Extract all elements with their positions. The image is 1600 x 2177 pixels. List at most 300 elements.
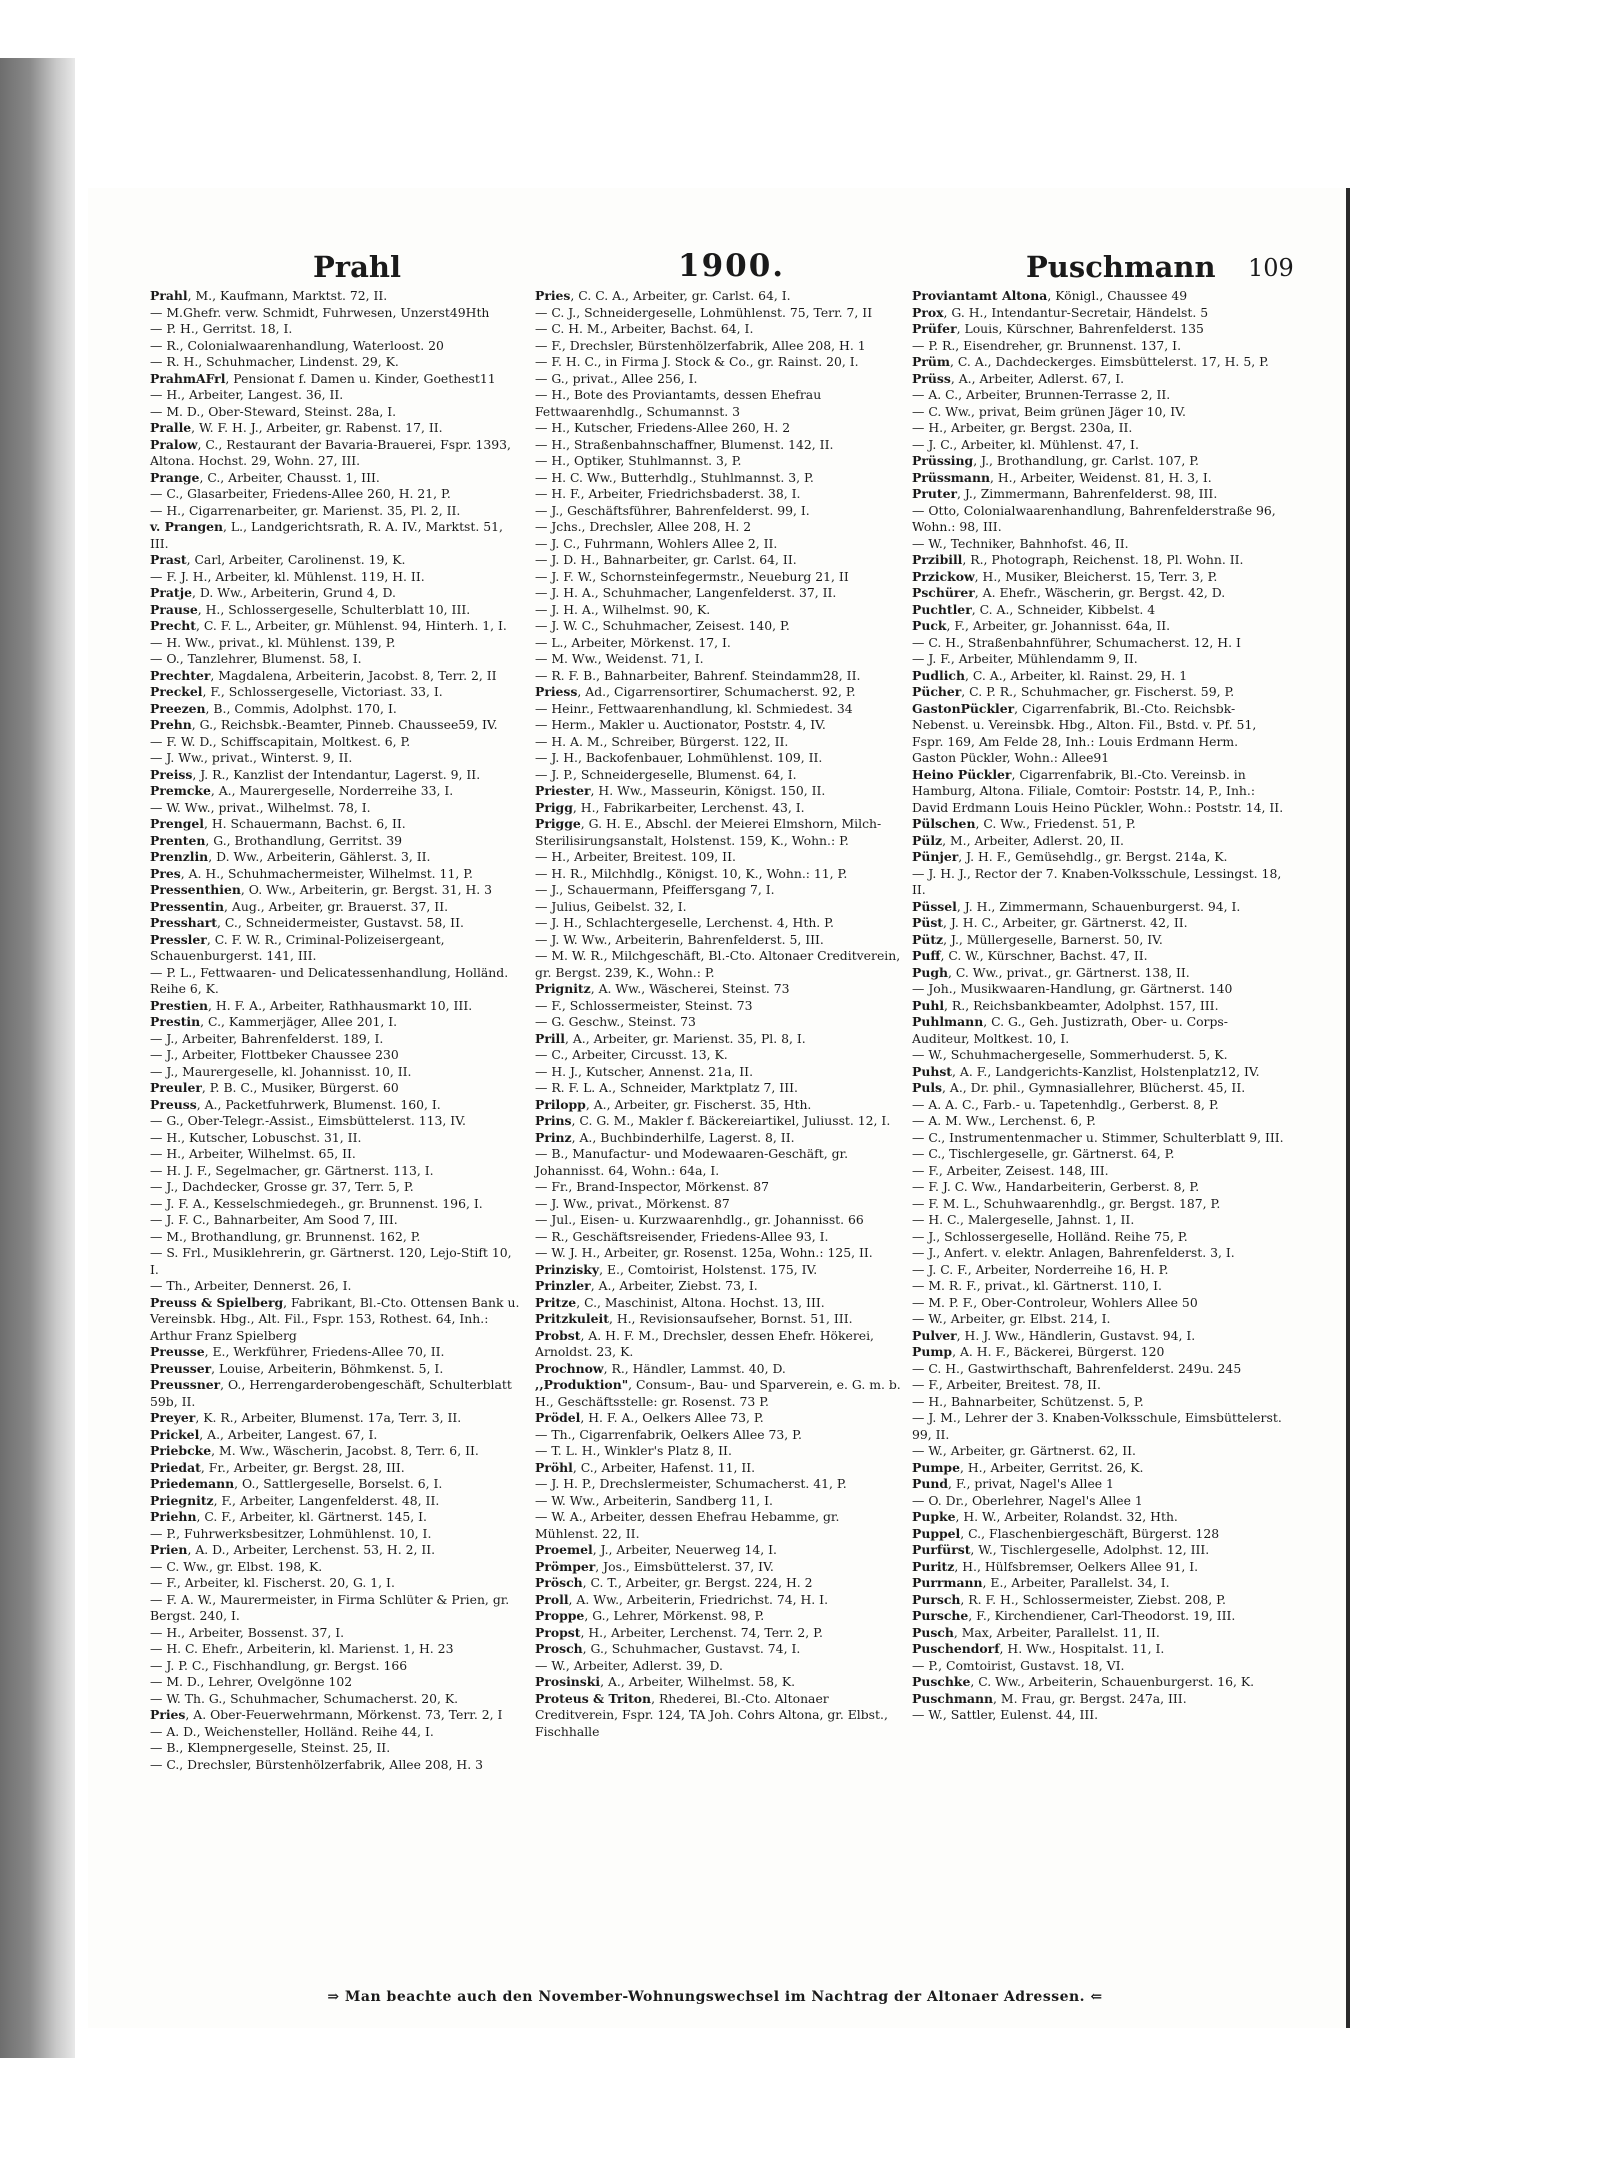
- entry-details: — B., Manufactur- und Modewaaren-Geschäft, gr. Johannisst. 64, Wohn.: 64a, I.: [535, 1146, 852, 1178]
- directory-entry: [912, 635, 1284, 652]
- directory-entry: [150, 1179, 520, 1196]
- directory-entry: [912, 1229, 1284, 1246]
- directory-entry: [912, 833, 1284, 850]
- entry-details: , C., Arbeiter, Hafenst. 11, II.: [572, 1459, 756, 1475]
- directory-entry: [150, 965, 520, 998]
- directory-entry: [535, 701, 905, 718]
- entry-details: , H., Arbeiter, Weidenst. 81, H. 3, I.: [989, 469, 1212, 485]
- directory-entry: [535, 1691, 905, 1741]
- directory-entry: [535, 1658, 905, 1675]
- entry-details: , H., Arbeiter, Lerchenst. 74, Terr. 2, P.: [580, 1624, 823, 1640]
- directory-entry: [535, 882, 905, 899]
- entry-details: — W., Arbeiter, Adlerst. 39, D.: [535, 1657, 723, 1673]
- entry-details: — Jchs., Drechsler, Allee 208, H. 2: [535, 519, 752, 534]
- entry-surname: GastonPückler: [912, 700, 1015, 716]
- entry-surname: Prast: [150, 552, 187, 567]
- entry-surname: Pütz: [912, 931, 944, 947]
- entry-details: — A. D., Weichensteller, Holländ. Reihe 44, I.: [150, 1723, 434, 1739]
- directory-entry: [150, 915, 520, 932]
- entry-details: — C., Glasarbeiter, Friedens-Allee 260, H. 21, P.: [150, 486, 451, 501]
- directory-entry: [150, 1047, 520, 1064]
- entry-surname: PrahmAFrl: [150, 370, 226, 386]
- directory-entry: [150, 899, 520, 916]
- entry-details: , A., Buchbinderhilfe, Lagerst. 8, II.: [571, 1129, 795, 1145]
- entry-surname: Prigge: [535, 816, 581, 831]
- entry-details: , A., Arbeiter, Langest. 67, I.: [199, 1426, 378, 1442]
- directory-entry: [150, 1641, 520, 1658]
- entry-details: , G., Lehrer, Mörkenst. 98, P.: [584, 1608, 765, 1623]
- entry-details: — Jul., Eisen- u. Kurzwaarenhdlg., gr. Johannisst. 66: [535, 1212, 864, 1227]
- directory-entry: [535, 569, 905, 586]
- directory-entry: [535, 371, 905, 388]
- entry-details: — C. Ww., privat, Beim grünen Jäger 10, IV.: [912, 403, 1186, 419]
- entry-details: — F. J. C. Ww., Handarbeiterin, Gerberst. 8, P.: [912, 1179, 1200, 1194]
- directory-entry: [535, 998, 905, 1015]
- entry-details: , Fabrikant, Bl.-Cto. Ottensen Bank u. Vereinsbk. Hbg., Alt. Fil., Fspr. 153, Rothest. 64, Inh.: Arthur Franz Spielberg: [150, 1294, 524, 1343]
- entry-details: , C. F. W. R., Criminal-Polizeisergeant, Schauenburgerst. 141, III.: [150, 931, 449, 963]
- entry-surname: Prange: [150, 469, 200, 485]
- directory-entry: [912, 981, 1284, 998]
- entry-surname: ,,Produktion": [535, 1377, 629, 1392]
- entry-details: , Louise, Arbeiterin, Böhmkenst. 5, I.: [211, 1360, 444, 1376]
- directory-entry: [535, 387, 905, 420]
- entry-surname: Pünjer: [912, 849, 959, 864]
- directory-entry: [912, 404, 1284, 421]
- directory-entry: [535, 948, 905, 981]
- entry-details: — J. P., Schneidergeselle, Blumenst. 64, I.: [535, 766, 797, 782]
- entry-details: , H., Arbeiter, Gerritst. 26, K.: [959, 1459, 1144, 1475]
- entry-details: , D. Ww., Arbeiterin, Grund 4, D.: [191, 585, 396, 600]
- directory-entry: [912, 1608, 1284, 1625]
- directory-entry: [912, 849, 1284, 866]
- directory-entry: [535, 1674, 905, 1691]
- entry-surname: Prechter: [150, 667, 211, 683]
- entry-details: — J. H., Backofenbauer, Lohmühlenst. 109, II.: [535, 750, 823, 765]
- directory-entry: [912, 1625, 1284, 1642]
- entry-details: — Heinr., Fettwaarenhandlung, kl. Schmiedest. 34: [535, 700, 853, 716]
- entry-details: , Cigarrenfabrik, Bl.-Cto. Vereinsb. in Hamburg, Altona. Filiale, Comtoir: Poststr. 14, P., Inh.: David Erdmann Louis Heino Pückler, Wohn.: Poststr. 14, II.: [912, 766, 1284, 815]
- directory-entry: [535, 1278, 905, 1295]
- directory-entry: [535, 1196, 905, 1213]
- directory-column-2: [535, 288, 905, 1740]
- directory-entry: [535, 338, 905, 355]
- directory-entry: [150, 1575, 520, 1592]
- entry-details: — J. H. A., Wilhelmst. 90, K.: [535, 601, 711, 617]
- directory-entry: [535, 1047, 905, 1064]
- entry-details: , A. Ww., Arbeiterin, Friedrichst. 74, H. I.: [568, 1591, 829, 1607]
- entry-details: , R., Photograph, Reichenst. 18, Pl. Wohn. II.: [962, 552, 1244, 567]
- directory-entry: [150, 1707, 520, 1724]
- directory-entry: [150, 1245, 520, 1278]
- directory-entry: [912, 486, 1284, 503]
- entry-details: — H. C. Ehefr., Arbeiterin, kl. Marienst. 1, H. 23: [150, 1641, 454, 1656]
- directory-entry: [150, 288, 520, 305]
- entry-details: — J. H. P., Drechslermeister, Schumacherst. 41, P.: [535, 1476, 847, 1491]
- entry-details: — R. F. B., Bahnarbeiter, Bahrenf. Steindamm28, II.: [535, 667, 861, 683]
- directory-entry: [912, 1674, 1284, 1691]
- directory-entry: [535, 767, 905, 784]
- directory-entry: [150, 882, 520, 899]
- entry-details: , J., Brothandlung, gr. Carlst. 107, P.: [973, 453, 1199, 468]
- entry-details: — J. C. F., Arbeiter, Norderreihe 16, H. P.: [912, 1261, 1169, 1277]
- directory-entry: [535, 1625, 905, 1642]
- entry-details: , Ad., Cigarrensortirer, Schumacherst. 92, P.: [577, 684, 856, 699]
- entry-details: — H., Arbeiter, gr. Bergst. 230a, II.: [912, 420, 1133, 435]
- entry-details: , A. Ober-Feuerwehrmann, Mörkenst. 73, Terr. 2, I: [185, 1707, 503, 1722]
- directory-entry: [150, 470, 520, 487]
- entry-details: — S. Frl., Musiklehrerin, gr. Gärtnerst. 120, Lejo-Stift 10, I.: [150, 1245, 516, 1277]
- directory-entry: [150, 486, 520, 503]
- entry-details: — Th., Cigarrenfabrik, Oelkers Allee 73, P.: [535, 1426, 802, 1442]
- entry-details: , Fr., Arbeiter, gr. Bergst. 28, III.: [200, 1459, 405, 1475]
- directory-entry: [912, 1212, 1284, 1229]
- entry-surname: Pülz: [912, 832, 943, 848]
- directory-entry: [150, 651, 520, 668]
- entry-details: — W., Arbeiter, gr. Elbst. 214, I.: [912, 1311, 1111, 1326]
- entry-surname: Preckel: [150, 684, 203, 699]
- entry-surname: Preusse: [150, 1344, 205, 1359]
- directory-entry: [912, 1295, 1284, 1312]
- entry-surname: Prödel: [535, 1410, 581, 1425]
- entry-surname: Proll: [535, 1591, 569, 1607]
- entry-details: — Otto, Colonialwaarenhandlung, Bahrenfelderstraße 96, Wohn.: 98, III.: [912, 502, 1280, 534]
- entry-details: — W. Ww., Arbeiterin, Sandberg 11, I.: [535, 1492, 773, 1508]
- directory-entry: [912, 321, 1284, 338]
- directory-entry: [912, 915, 1284, 932]
- entry-surname: Preuss: [150, 1096, 197, 1112]
- entry-details: — J. F. C., Bahnarbeiter, Am Sood 7, III.: [150, 1212, 398, 1227]
- entry-surname: Prömper: [535, 1558, 596, 1574]
- directory-entry: [535, 635, 905, 652]
- entry-details: , C. Ww., Arbeiterin, Schauenburgerst. 16, K.: [970, 1674, 1255, 1689]
- entry-surname: Pres: [150, 865, 181, 881]
- entry-details: — M. P. F., Ober-Controleur, Wohlers Allee 50: [912, 1294, 1198, 1310]
- entry-surname: Priester: [535, 783, 591, 798]
- entry-details: , C. Ww., Friedenst. 51, P.: [975, 816, 1136, 831]
- directory-entry: [535, 1542, 905, 1559]
- directory-entry: [150, 1080, 520, 1097]
- entry-details: , Louis, Kürschner, Bahrenfelderst. 135: [956, 321, 1204, 336]
- entry-details: — H. A. M., Schreiber, Bürgerst. 122, II.: [535, 733, 789, 749]
- directory-entry: [150, 1097, 520, 1114]
- directory-entry: [535, 486, 905, 503]
- directory-entry: [912, 998, 1284, 1015]
- entry-surname: Puschke: [912, 1674, 971, 1689]
- entry-surname: Preussner: [150, 1377, 221, 1392]
- entry-surname: Pump: [912, 1344, 953, 1359]
- entry-details: , Max, Arbeiter, Parallelst. 11, II.: [953, 1624, 1160, 1640]
- directory-entry: [912, 552, 1284, 569]
- entry-details: — J. D. H., Bahnarbeiter, gr. Carlst. 64, II.: [535, 552, 797, 567]
- directory-entry: [150, 668, 520, 685]
- directory-entry: [535, 1262, 905, 1279]
- entry-details: , M., Arbeiter, Adlerst. 20, II.: [942, 832, 1124, 848]
- directory-entry: [150, 1674, 520, 1691]
- entry-details: , M., Kaufmann, Marktst. 72, II.: [187, 288, 388, 303]
- entry-surname: Prinzisky: [535, 1261, 600, 1277]
- entry-surname: Pressler: [150, 931, 207, 947]
- directory-entry: [535, 1130, 905, 1147]
- directory-entry: [535, 503, 905, 520]
- directory-entry: [535, 1476, 905, 1493]
- directory-entry: [150, 1493, 520, 1510]
- entry-surname: Pritze: [535, 1294, 577, 1310]
- directory-entry: [150, 1592, 520, 1625]
- directory-entry: [150, 866, 520, 883]
- footer-notice: ⇒ Man beachte auch den November-Wohnungswechsel im Nachtrag der Altonaer Adressen. ⇐: [327, 1989, 1103, 2005]
- entry-details: — C. Ww., gr. Elbst. 198, K.: [150, 1558, 323, 1574]
- entry-surname: Heino Pückler: [912, 766, 1012, 782]
- directory-entry: [535, 602, 905, 619]
- entry-surname: Proviantamt Altona: [912, 288, 1048, 303]
- directory-entry: [912, 1394, 1284, 1411]
- entry-details: , C. G. M., Makler f. Bäckereiartikel, Juliusst. 12, I.: [571, 1113, 891, 1128]
- entry-surname: Pusch: [912, 1624, 954, 1640]
- directory-entry: [150, 1691, 520, 1708]
- directory-entry: [912, 1493, 1284, 1510]
- entry-surname: Prüm: [912, 354, 950, 369]
- directory-entry: [535, 536, 905, 553]
- entry-surname: v. Prangen: [150, 519, 224, 534]
- entry-details: — O., Tanzlehrer, Blumenst. 58, I.: [150, 651, 362, 666]
- directory-entry: [912, 1526, 1284, 1543]
- entry-details: — H. J., Kutscher, Annenst. 21a, II.: [535, 1063, 754, 1079]
- directory-entry: [150, 437, 520, 470]
- directory-entry: [912, 1196, 1284, 1213]
- entry-surname: Prenten: [150, 832, 206, 848]
- entry-details: , C., Kammerjäger, Allee 201, I.: [200, 1014, 398, 1029]
- entry-details: , H. W., Arbeiter, Rolandst. 32, Hth.: [955, 1509, 1178, 1524]
- directory-entry: [912, 371, 1284, 388]
- entry-details: — P. H., Gerritst. 18, I.: [150, 321, 293, 336]
- directory-entry: [150, 552, 520, 569]
- entry-surname: Preyer: [150, 1410, 196, 1425]
- entry-surname: Pudlich: [912, 667, 965, 683]
- entry-details: — J., Dachdecker, Grosse gr. 37, Terr. 5, P.: [150, 1179, 414, 1194]
- page-number: 109: [1248, 254, 1294, 282]
- entry-details: — H., Arbeiter, Breitest. 109, II.: [535, 849, 736, 864]
- entry-details: , A., Arbeiter, gr. Marienst. 35, Pl. 8, I.: [564, 1030, 806, 1046]
- entry-surname: Puppel: [912, 1525, 961, 1541]
- entry-details: , H. Ww., Masseurin, Königst. 150, II.: [590, 783, 826, 798]
- entry-details: — J. M., Lehrer der 3. Knaben-Volksschule, Eimsbüttelerst. 99, II.: [912, 1410, 1286, 1442]
- entry-details: , D. Ww., Arbeiterin, Gählerst. 3, II.: [208, 849, 431, 864]
- directory-entry: [150, 684, 520, 701]
- entry-surname: Preusser: [150, 1360, 212, 1376]
- entry-details: — J., Arbeiter, Bahrenfelderst. 189, I.: [150, 1030, 384, 1046]
- entry-surname: Prosinski: [535, 1674, 601, 1689]
- entry-details: — G., Ober-Telegr.-Assist., Eimsbüttelerst. 113, IV.: [150, 1113, 466, 1128]
- directory-entry: [535, 305, 905, 322]
- entry-details: — H., Optiker, Stuhlmannst. 3, P.: [535, 453, 742, 468]
- entry-details: , C. Ww., privat., gr. Gärtnerst. 138, II.: [948, 964, 1190, 980]
- entry-details: , Cigarrenfabrik, Bl.-Cto. Reichsbk-Nebenst. u. Vereinsbk. Hbg., Alton. Fil., Bstd. v. Pf. 51, Fspr. 169, Am Felde 28, Inh.: Louis Erdmann Herm. Gaston Pückler, Wohn.: Allee91: [912, 700, 1261, 765]
- directory-entry: [912, 1509, 1284, 1526]
- directory-entry: [912, 1592, 1284, 1609]
- entry-surname: Prins: [535, 1113, 572, 1128]
- directory-entry: [912, 1542, 1284, 1559]
- entry-surname: Prüssing: [912, 453, 974, 468]
- entry-surname: Prignitz: [535, 981, 591, 996]
- entry-surname: Pücher: [912, 684, 962, 699]
- entry-surname: Puhlmann: [912, 1014, 984, 1029]
- entry-details: — C., Arbeiter, Circusst. 13, K.: [535, 1047, 728, 1062]
- entry-details: , H., Schlossergeselle, Schulterblatt 10, III.: [197, 601, 471, 617]
- entry-surname: Pruter: [912, 486, 957, 501]
- directory-entry: [912, 965, 1284, 982]
- directory-entry: [150, 734, 520, 751]
- entry-surname: Prösch: [535, 1575, 583, 1590]
- directory-entry: [150, 849, 520, 866]
- directory-entry: [535, 288, 905, 305]
- entry-surname: Preezen: [150, 700, 206, 716]
- entry-details: — G. Geschw., Steinst. 73: [535, 1014, 696, 1029]
- entry-details: — R. F. L. A., Schneider, Marktplatz 7, III.: [535, 1080, 798, 1095]
- directory-entry: [150, 1278, 520, 1295]
- entry-details: — C., Instrumentenmacher u. Stimmer, Schulterblatt 9, III.: [912, 1129, 1284, 1145]
- directory-entry: [912, 1064, 1284, 1081]
- directory-entry: [150, 569, 520, 586]
- entry-details: , Carl, Arbeiter, Carolinenst. 19, K.: [186, 552, 406, 567]
- entry-surname: Prahl: [150, 288, 188, 303]
- entry-details: , R. F. H., Schlossermeister, Ziebst. 208, P.: [960, 1591, 1226, 1607]
- entry-details: , A., Arbeiter, Adlerst. 67, I.: [950, 370, 1125, 386]
- directory-entry: [150, 503, 520, 520]
- entry-surname: Proteus & Triton: [535, 1690, 652, 1706]
- entry-surname: Pumpe: [912, 1459, 960, 1475]
- directory-entry: [912, 1278, 1284, 1295]
- entry-details: , J. H., Zimmermann, Schauenburgerst. 94, I.: [956, 898, 1241, 914]
- directory-entry: [912, 1179, 1284, 1196]
- directory-entry: [912, 1311, 1284, 1328]
- entry-surname: Pund: [912, 1476, 948, 1491]
- entry-details: — P., Fuhrwerksbesitzer, Lohmühlenst. 10, I.: [150, 1525, 432, 1541]
- entry-surname: Propst: [535, 1624, 581, 1640]
- directory-entry: [150, 1526, 520, 1543]
- entry-details: — R., Geschäftsreisender, Friedens-Allee 93, I.: [535, 1228, 829, 1244]
- directory-entry: [150, 1542, 520, 1559]
- entry-details: — F., Arbeiter, kl. Fischerst. 20, G. 1, I.: [150, 1575, 395, 1590]
- directory-entry: [150, 1509, 520, 1526]
- entry-details: — W., Arbeiter, gr. Gärtnerst. 62, II.: [912, 1443, 1136, 1458]
- entry-details: , C. T., Arbeiter, gr. Bergst. 224, H. 2: [582, 1575, 813, 1590]
- entry-details: — C. H., Straßenbahnführer, Schumacherst. 12, H. I: [912, 634, 1241, 650]
- page-edge: [1346, 188, 1350, 2028]
- directory-entry: [535, 321, 905, 338]
- entry-details: , Rhederei, Bl.-Cto. Altonaer Creditverein, Fspr. 124, TA Joh. Cohrs Altona, gr. Elbst., Fischhalle: [535, 1690, 892, 1739]
- directory-entry: [535, 420, 905, 437]
- entry-details: — H., Arbeiter, Wilhelmst. 65, II.: [150, 1146, 356, 1161]
- entry-details: , A. Ww., Wäscherei, Steinst. 73: [590, 981, 790, 996]
- directory-entry: [150, 932, 520, 965]
- entry-details: , A. H., Schuhmachermeister, Wilhelmst. 11, P.: [180, 865, 473, 881]
- entry-surname: Pschürer: [912, 585, 975, 600]
- entry-details: — F. A. W., Maurermeister, in Firma Schlüter & Prien, gr. Bergst. 240, I.: [150, 1591, 514, 1623]
- directory-entry: [912, 1080, 1284, 1097]
- entry-details: , M. Ww., Wäscherin, Jacobst. 8, Terr. 6, II.: [211, 1443, 479, 1458]
- entry-details: — Joh., Musikwaaren-Handlung, gr. Gärtnerst. 140: [912, 981, 1233, 996]
- header-right-catchword: Puschmann: [1026, 250, 1216, 284]
- directory-entry: [150, 1625, 520, 1642]
- directory-entry: [150, 585, 520, 602]
- entry-surname: Pulver: [912, 1327, 957, 1343]
- entry-details: , B., Commis, Adolphst. 170, I.: [205, 700, 397, 716]
- directory-entry: [150, 338, 520, 355]
- entry-details: , J., Zimmermann, Bahrenfelderst. 98, III.: [957, 486, 1218, 501]
- entry-details: — J., Arbeiter, Flottbeker Chaussee 230: [150, 1047, 399, 1062]
- directory-entry: [535, 981, 905, 998]
- entry-details: — T. L. H., Winkler's Platz 8, II.: [535, 1443, 732, 1458]
- directory-entry: [150, 602, 520, 619]
- entry-details: , A., Arbeiter, Wilhelmst. 58, K.: [600, 1674, 796, 1689]
- entry-surname: Pratje: [150, 585, 192, 600]
- entry-surname: Prehn: [150, 717, 192, 732]
- entry-details: , H. F. A., Oelkers Allee 73, P.: [580, 1410, 764, 1425]
- entry-surname: Pugh: [912, 964, 948, 980]
- directory-entry: [912, 1130, 1284, 1147]
- entry-details: , C. F. L., Arbeiter, gr. Mühlenst. 94, Hinterh. 1, I.: [196, 618, 507, 633]
- directory-entry: [535, 1097, 905, 1114]
- entry-surname: Prigg: [535, 799, 573, 815]
- entry-surname: Pupke: [912, 1509, 956, 1524]
- entry-details: , A. Ehefr., Wäscherin, gr. Bergst. 42, D.: [974, 585, 1226, 600]
- directory-entry: [912, 338, 1284, 355]
- entry-details: — J. F. A., Kesselschmiedegeh., gr. Brunnenst. 196, I.: [150, 1195, 483, 1211]
- entry-surname: Pülschen: [912, 816, 976, 831]
- entry-details: , F., privat, Nagel's Allee 1: [948, 1476, 1114, 1491]
- directory-entry: [150, 701, 520, 718]
- directory-entry: [535, 750, 905, 767]
- directory-entry: [912, 668, 1284, 685]
- directory-entry: [912, 602, 1284, 619]
- entry-surname: Puschendorf: [912, 1641, 1000, 1656]
- directory-entry: [912, 305, 1284, 322]
- directory-entry: [535, 1245, 905, 1262]
- entry-details: — C., Drechsler, Bürstenhölzerfabrik, Allee 208, H. 3: [150, 1756, 483, 1772]
- directory-entry: [912, 932, 1284, 949]
- entry-details: — Julius, Geibelst. 32, I.: [535, 898, 687, 914]
- entry-details: — C., Tischlergeselle, gr. Gärtnerst. 64, P.: [912, 1146, 1175, 1161]
- directory-entry: [150, 1559, 520, 1576]
- directory-entry: [150, 1146, 520, 1163]
- entry-surname: Prill: [535, 1030, 565, 1046]
- entry-details: , E., Arbeiter, Parallelst. 34, I.: [982, 1575, 1170, 1590]
- entry-details: , A. H. F., Bäckerei, Bürgerst. 120: [952, 1344, 1165, 1359]
- entry-surname: Pressenthien: [150, 882, 241, 897]
- directory-entry: [150, 618, 520, 635]
- entry-details: — H. F., Arbeiter, Friedrichsbaderst. 38, I.: [535, 486, 801, 501]
- directory-entry: [912, 1146, 1284, 1163]
- entry-surname: Prestin: [150, 1014, 201, 1029]
- entry-details: , A., Arbeiter, gr. Fischerst. 35, Hth.: [585, 1096, 812, 1112]
- directory-entry: [912, 1262, 1284, 1279]
- entry-details: , C. P. R., Schuhmacher, gr. Fischerst. 59, P.: [961, 684, 1235, 699]
- entry-details: — F. H. C., in Firma J. Stock & Co., gr. Rainst. 20, I.: [535, 354, 859, 369]
- entry-details: — Th., Arbeiter, Dennerst. 26, I.: [150, 1278, 352, 1293]
- entry-details: , C. F., Arbeiter, kl. Gärtnerst. 145, I.: [196, 1509, 427, 1524]
- entry-surname: Prinz: [535, 1129, 572, 1145]
- entry-surname: Premcke: [150, 783, 211, 798]
- entry-surname: Purrmann: [912, 1575, 983, 1590]
- entry-details: , C. A., Schneider, Kibbelst. 4: [971, 601, 1156, 617]
- directory-entry: [535, 585, 905, 602]
- entry-surname: Precht: [150, 618, 197, 633]
- directory-entry: [535, 1443, 905, 1460]
- directory-entry: [912, 701, 1284, 767]
- entry-details: — M. Ww., Weidenst. 71, I.: [535, 651, 704, 666]
- entry-details: , Consum-, Bau- und Sparverein, e. G. m. b. H., Geschäftsstelle: gr. Rosenst. 73 P.: [535, 1377, 905, 1409]
- entry-surname: Prüfer: [912, 321, 957, 336]
